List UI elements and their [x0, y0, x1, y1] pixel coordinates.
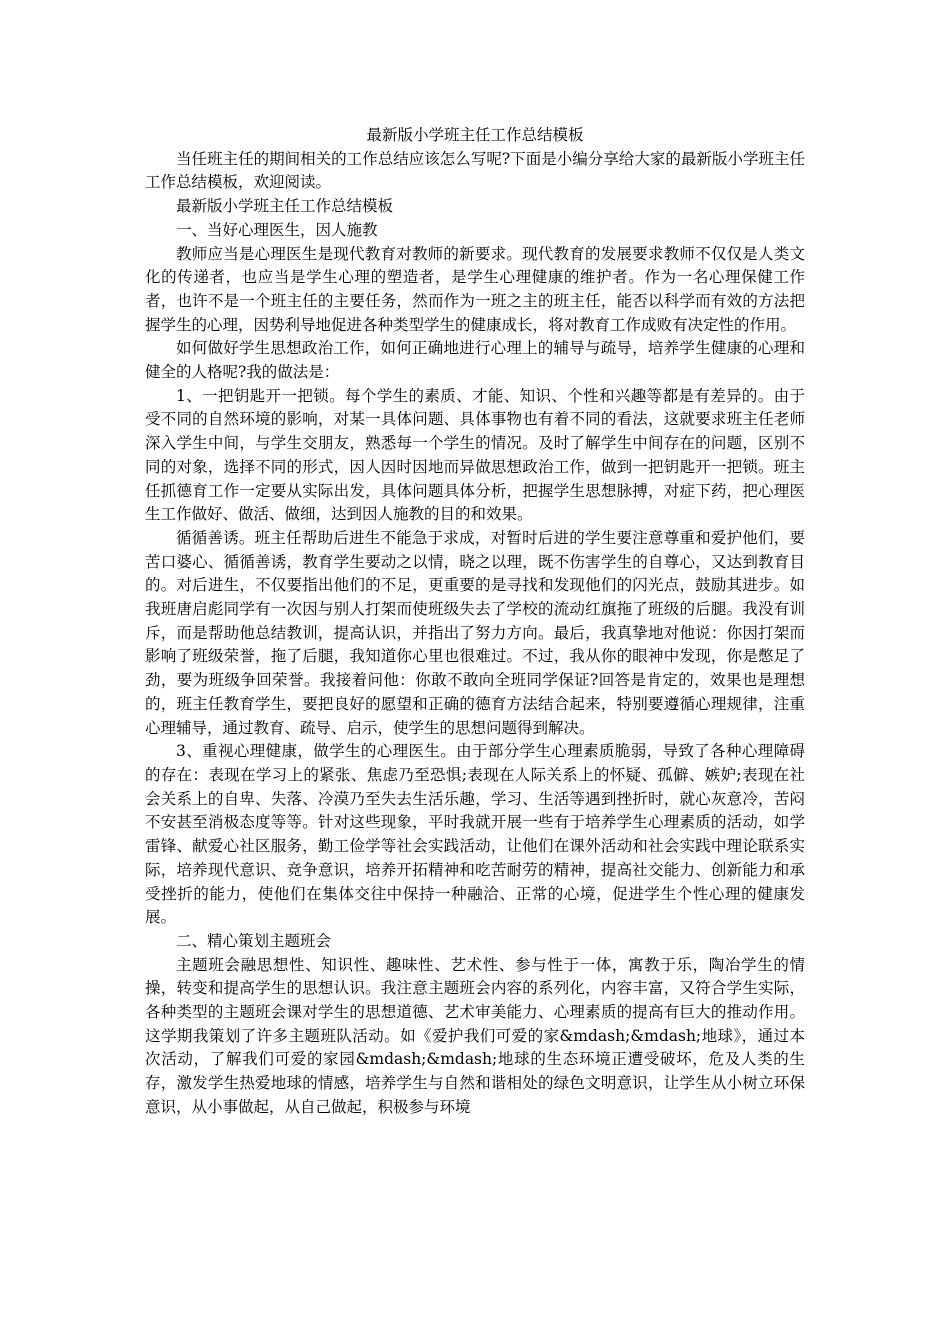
- body-paragraph: 如何做好学生思想政治工作，如何正确地进行心理上的辅导与疏导，培养学生健康的心理和健全的人格呢?我的做法是：: [145, 339, 805, 382]
- body-paragraph: 循循善诱。班主任帮助后进生不能急于求成，对暂时后进的学生要注意尊重和爱护他们，要苦口婆心、循循善诱，教育学生要动之以情，晓之以理，既不伤害学生的自尊心，又达到教育目的。对后进生，不仅要指出他们的不足，更重要的是寻找和发现他们的闪光点，鼓励其进步。如我班唐启彪同学有一次因与别人打架而使班级失去了学校的流动红旗拖了班级的后腿。我没有训斥，而是帮助他总结教训，提高认识，并指出了努力方向。最后，我真挚地对他说：你因打架而影响了班级荣誉，拖了后腿，我知道你心里也很难过。不过，我从你的眼神中发现，你是憋足了劲，要为班级争回荣誉。我接着问他：你敢不敢向全班同学保证?回答是肯定的，效果也是理想的，班主任教育学生，要把良好的愿望和正确的德育方法结合起来，特别要遵循心理规律，注重心理辅导，通过教育、疏导、启示，使学生的思想问题得到解决。: [145, 528, 805, 737]
- intro-paragraph: 当任班主任的期间相关的工作总结应该怎么写呢?下面是小编分享给大家的最新版小学班主任工作总结模板，欢迎阅读。: [145, 149, 805, 192]
- body-paragraph: 教师应当是心理医生是现代教育对教师的新要求。现代教育的发展要求教师不仅仅是人类文化的传递者，也应当是学生心理的塑造者，是学生心理健康的维护者。作为一名心理保健工作者，也许不是一个班主任的主要任务，然而作为一班之主的班主任，能否以科学而有效的方法把握学生的心理，因势利导地促进各种类型学生的健康成长，将对教育工作成败有决定性的作用。: [145, 244, 805, 334]
- body-paragraph: 3、重视心理健康，做学生的心理医生。由于部分学生心理素质脆弱，导致了各种心理障碍的存在：表现在学习上的紧张、焦虑乃至恐惧;表现在人际关系上的怀疑、孤僻、嫉妒;表现在社会关系上的自卑、失落、冷漠乃至失去生活乐趣，学习、生活等遇到挫折时，就心灰意冷，苦闷不安甚至消极态度等等。针对这些现象，平时我就开展一些有于培养学生心理素质的活动，如学雷锋、献爱心社区服务，勤工俭学等社会实践活动，让他们在课外活动和社会实践中理论联系实际，培养现代意识、竞争意识，培养开拓精神和吃苦耐劳的精神，提高社交能力、创新能力和承受挫折的能力，使他们在集体交往中保持一种融洽、正常的心境，促进学生个性心理的健康发展。: [145, 742, 805, 927]
- document-title: 最新版小学班主任工作总结模板: [366, 126, 584, 144]
- section-heading-1: 一、当好心理医生，因人施教: [176, 220, 378, 239]
- body-paragraph: 主题班会融思想性、知识性、趣味性、艺术性、参与性于一体，寓教于乐，陶冶学生的情操，转变和提高学生的思想认识。我注意主题班会内容的系列化，内容丰富，又符合学生实际，各种类型的主题班会课对学生的思想道德、艺术审美能力、心理素质的提高有巨大的推动作用。这学期我策划了许多主题班队活动。如《爱护我们可爱的家&mdash;&mdash;地球》，通过本次活动，了解我们可爱的家园&mdash;&mdash;地球的生态环境正遭受破坏，危及人类的生存，激发学生热爱地球的情感，培养学生与自然和谐相处的绿色文明意识，让学生从小树立环保意识，从小事做起，从自己做起，积极参与环境: [145, 955, 805, 1116]
- body-paragraph: 1、一把钥匙开一把锁。每个学生的素质、才能、知识、个性和兴趣等都是有差异的。由于受不同的自然环境的影响，对某一具体问题、具体事物也有着不同的看法，这就要求班主任老师深入学生中间，与学生交朋友，熟悉每一个学生的情况。及时了解学生中间存在的问题，区别不同的对象，选择不同的形式，因人因时因地而异做思想政治工作，做到一把钥匙开一把锁。班主任抓德育工作一定要从实际出发，具体问题具体分析，把握学生思想脉搏，对症下药，把心理医生工作做好、做活、做细，达到因人施教的目的和效果。: [145, 386, 805, 524]
- document-page: [145, 124, 805, 1120]
- section-heading-2: 二、精心策划主题班会: [176, 931, 332, 950]
- subtitle-heading: 最新版小学班主任工作总结模板: [176, 197, 394, 216]
